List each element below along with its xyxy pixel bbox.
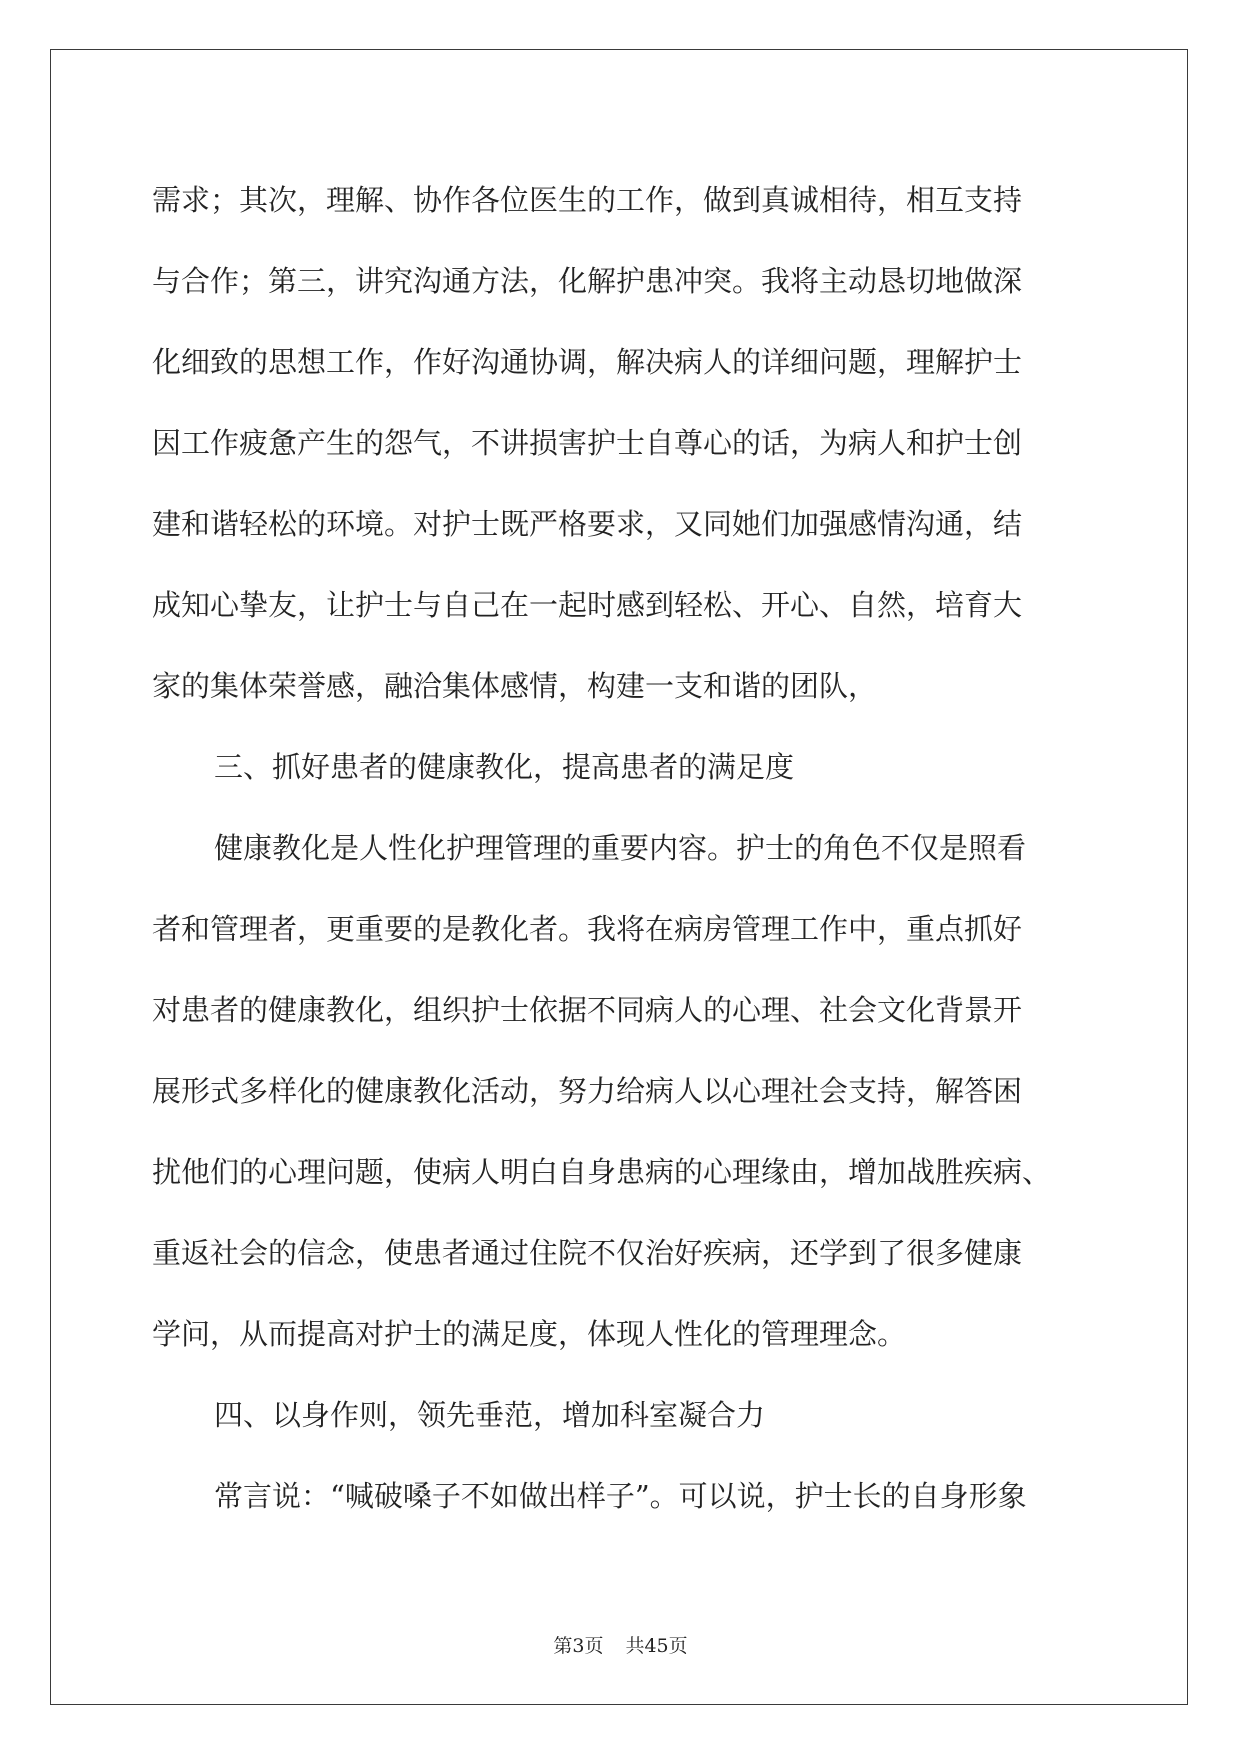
text-line: 学问，从而提高对护士的满足度，体现人性化的管理理念。 xyxy=(152,1317,907,1351)
page-footer xyxy=(0,1634,1241,1658)
text-line: 因工作疲惫产生的怨气，不讲损害护士自尊心的话，为病人和护士创 xyxy=(152,426,1023,460)
document-body xyxy=(152,160,1132,1537)
text-line: 重返社会的信念，使患者通过住院不仅治好疾病，还学到了很多健康 xyxy=(152,1236,1023,1270)
text-line: 建和谐轻松的环境。对护士既严格要求，又同她们加强感情沟通，结 xyxy=(152,507,1023,541)
text-line: 需求；其次，理解、协作各位医生的工作，做到真诚相待，相互支持 xyxy=(152,183,1023,217)
section-heading-3: 三、抓好患者的健康教化，提高患者的满足度 xyxy=(214,750,795,784)
text-line: 家的集体荣誉感，融洽集体感情，构建一支和谐的团队， xyxy=(152,669,878,703)
paragraph-start: 健康教化是人性化护理管理的重要内容。护士的角色不仅是照看 xyxy=(214,831,1027,865)
text-line: 对患者的健康教化，组织护士依据不同病人的心理、社会文化背景开 xyxy=(152,993,1023,1027)
page-number: 第3页 xyxy=(553,1635,604,1657)
text-line: 成知心挚友，让护士与自己在一起时感到轻松、开心、自然，培育大 xyxy=(152,588,1023,622)
paragraph-start: 常言说：“喊破嗓子不如做出样子”。可以说，护士长的自身形象 xyxy=(214,1479,1027,1513)
text-line: 与合作；第三，讲究沟通方法，化解护患冲突。我将主动恳切地做深 xyxy=(152,264,1023,298)
section-heading-4: 四、以身作则，领先垂范，增加科室凝合力 xyxy=(214,1398,766,1432)
text-line: 者和管理者，更重要的是教化者。我将在病房管理工作中，重点抓好 xyxy=(152,912,1023,946)
text-line: 展形式多样化的健康教化活动，努力给病人以心理社会支持，解答困 xyxy=(152,1074,1023,1108)
text-line: 扰他们的心理问题，使病人明白自身患病的心理缘由，增加战胜疾病、 xyxy=(152,1155,1052,1189)
text-line: 化细致的思想工作，作好沟通协调，解决病人的详细问题，理解护士 xyxy=(152,345,1023,379)
page-total: 共45页 xyxy=(625,1635,688,1657)
